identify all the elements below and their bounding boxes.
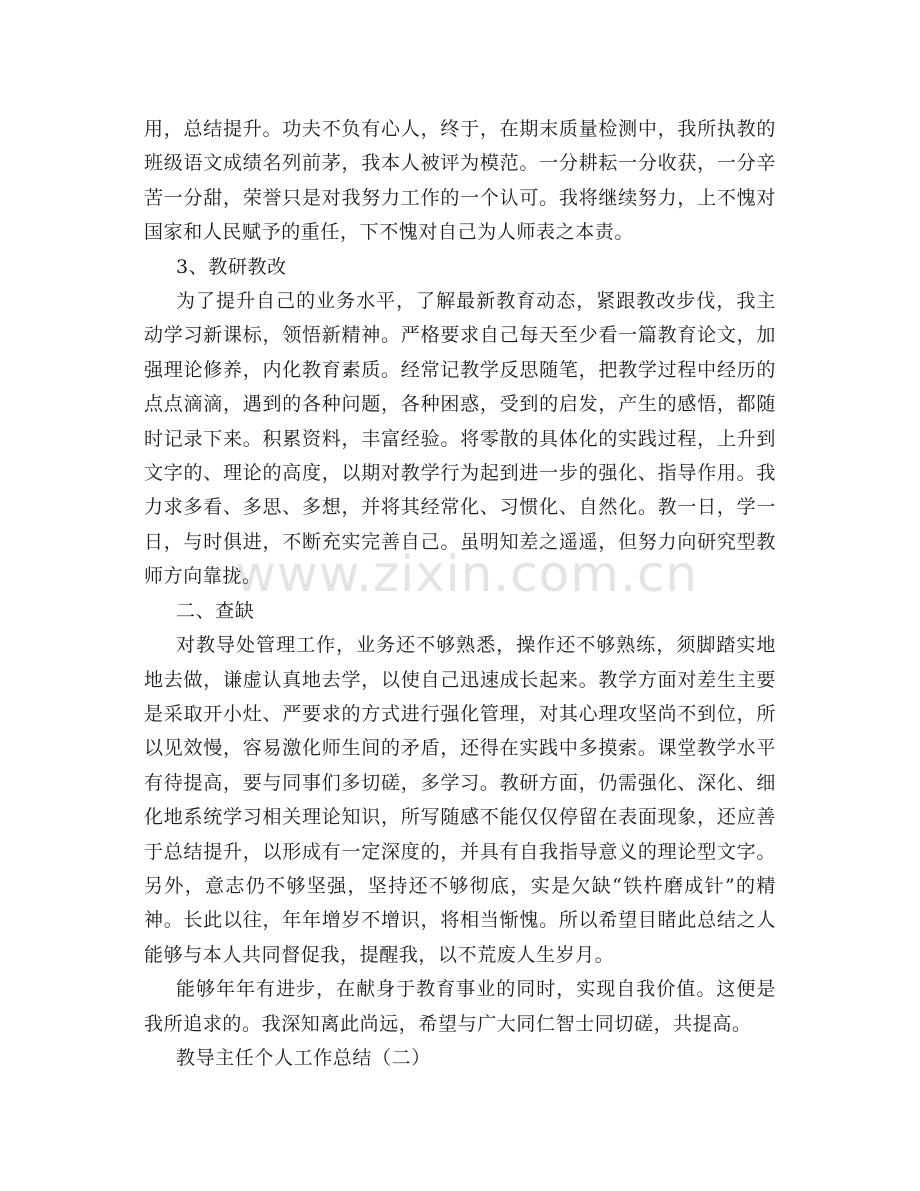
document-subtitle: 教导主任个人工作总结（二） <box>176 1046 431 1069</box>
paragraph-continuation: 用，总结提升。功夫不负有心人，终于，在期末质量检测中，我所执教的班级语文成绩名列前茅，我本人被评为模范。一分耕耘一分收获，一分辛苦一分甜，荣誉只是对我努力工作的一个认可。我将继续努力，上不愧对国家和人民赋予的重任，下不愧对自己为人师表之本责。 <box>144 118 776 244</box>
section-heading-shortcomings: 二、查缺 <box>176 599 255 622</box>
section-heading-research: 3、教研教改 <box>176 255 287 278</box>
document-body <box>144 112 776 1075</box>
paragraph-research: 为了提升自己的业务水平，了解最新教育动态，紧跟教改步伐，我主动学习新课标，领悟新精神。严格要求自己每天至少看一篇教育论文，加强理论修养，内化教育素质。经常记教学反思随笔，把教学过程中经历的点点滴滴，遇到的各种问题，各种困惑，受到的启发，产生的感悟，都随时记录下来。积累资料，丰富经验。将零散的具体化的实践过程，上升到文字的、理论的高度，以期对教学行为起到进一步的强化、指导作用。我力求多看、多思、多想，并将其经常化、习惯化、自然化。教一日，学一日，与时俱进，不断充实完善自己。虽明知差之遥遥，但努力向研究型教师方向靠拢。 <box>144 290 776 588</box>
paragraph-shortcomings: 对教导处管理工作，业务还不够熟悉，操作还不够熟练，须脚踏实地地去做，谦虚认真地去学，以使自己迅速成长起来。教学方面对差生主要是采取开小灶、严要求的方式进行强化管理，对其心理攻坚尚不到位，所以见效慢，容易激化师生间的矛盾，还得在实践中多摸索。课堂教学水平有待提高，要与同事们多切磋，多学习。教研方面，仍需强化、深化、细化地系统学习相关理论知识，所写随感不能仅仅停留在表面现象，还应善于总结提升，以形成有一定深度的，并具有自我指导意义的理论型文字。另外，意志仍不够坚强，坚持还不够彻底，实是欠缺“铁杵磨成针”的精神。长此以往，年年增岁不增识，将相当惭愧。所以希望目睹此总结之人能够与本人共同督促我，提醒我，以不荒废人生岁月。 <box>144 634 776 966</box>
paragraph-aspiration: 能够年年有进步，在献身于教育事业的同时，实现自我价值。这便是我所追求的。我深知离此尚远，希望与广大同仁智士同切磋，共提高。 <box>144 978 776 1035</box>
watermark: www.zixin.com.cn <box>235 545 699 603</box>
